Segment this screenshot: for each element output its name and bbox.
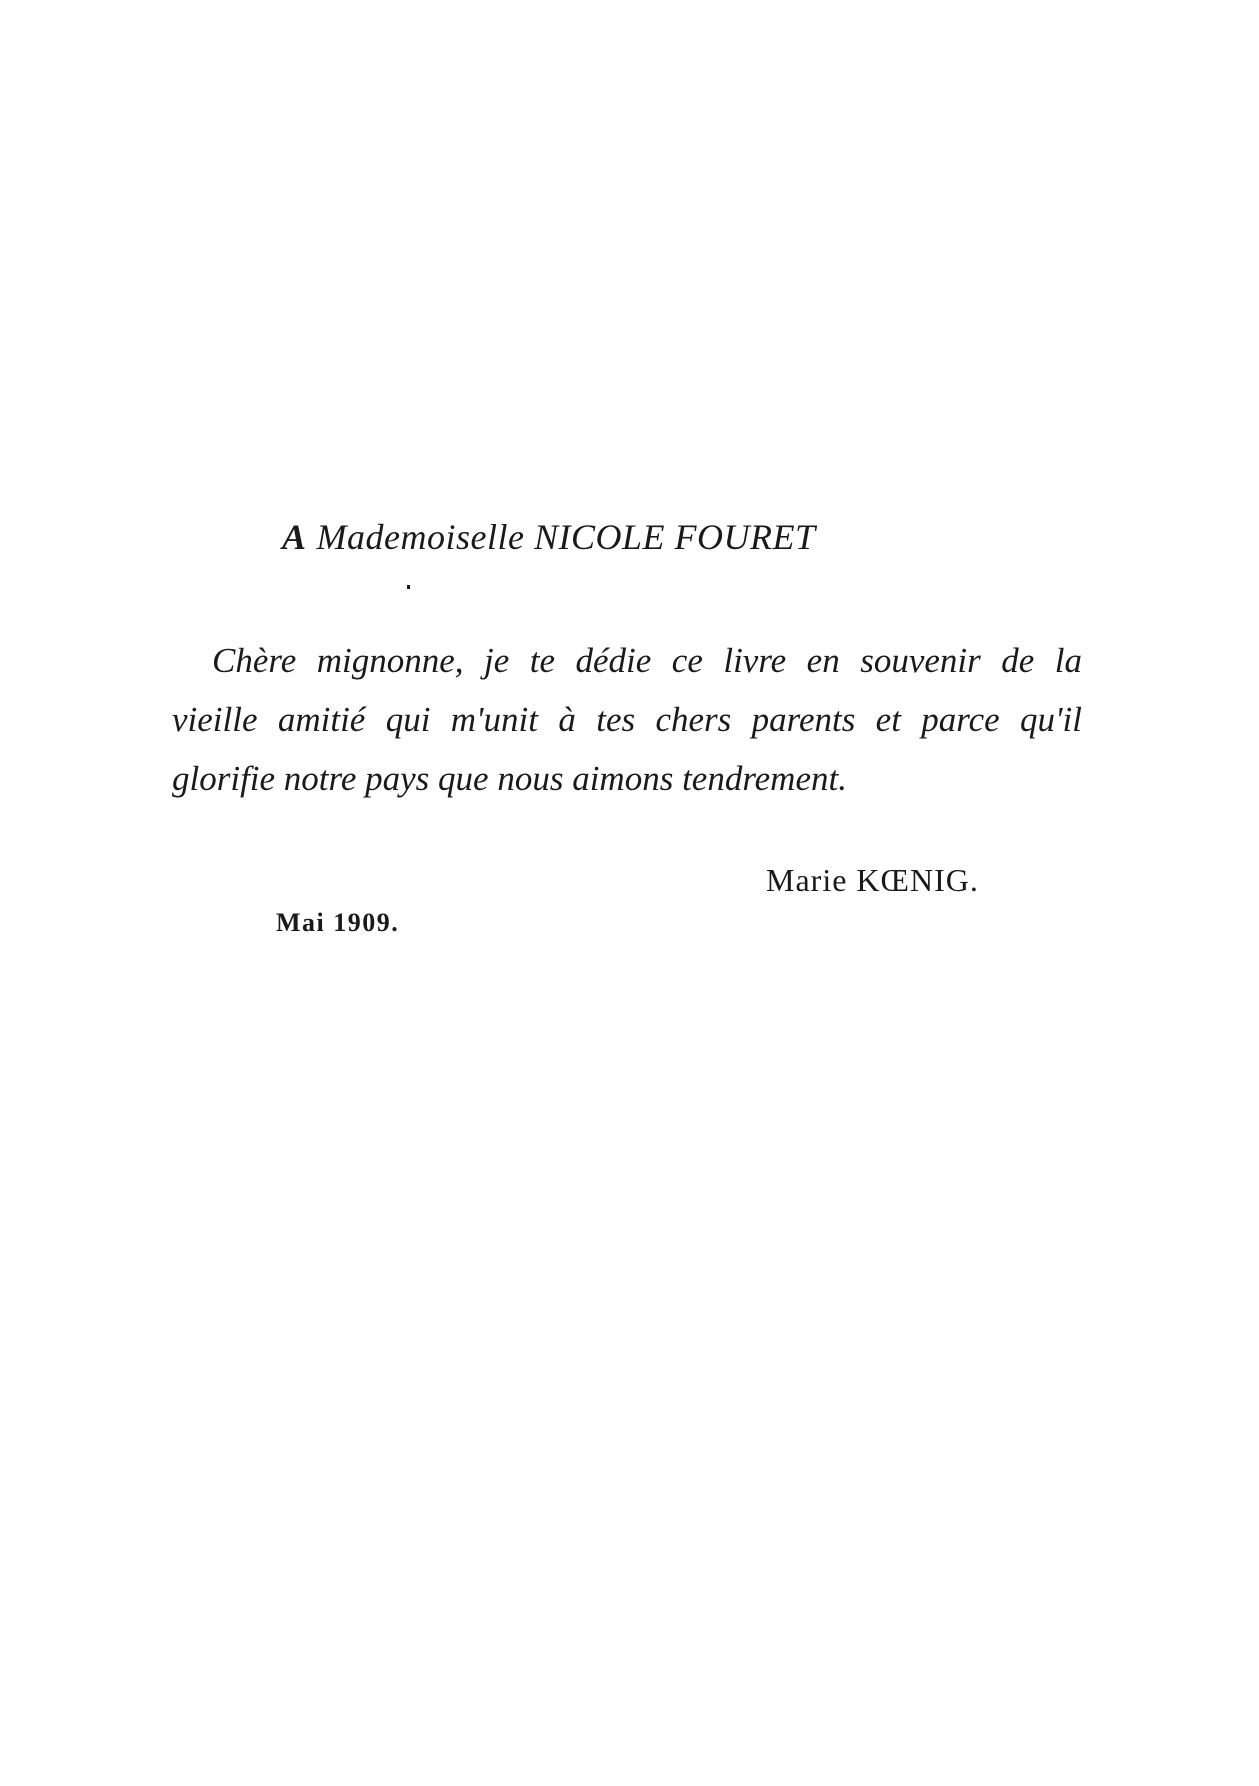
dedication-line: Chère mignonne, je te dédie ce livre en souvenir de la [212,641,1082,680]
dedication-heading [282,516,815,558]
print-speck [407,585,410,589]
signature: Marie KŒNIG. [766,862,979,898]
dedication-date: Mai 1909. [276,908,400,937]
dedication-heading-text: Mademoiselle NICOLE FOURET [316,517,816,557]
dedication-heading-prefix: A [282,517,307,557]
dedication-body [172,631,1082,808]
dedication-line: vieille amitié qui m'unit à tes chers parents et parce qu'il [172,700,1082,739]
dedication-line: glorifie notre pays que nous aimons tendrement. [172,759,847,798]
